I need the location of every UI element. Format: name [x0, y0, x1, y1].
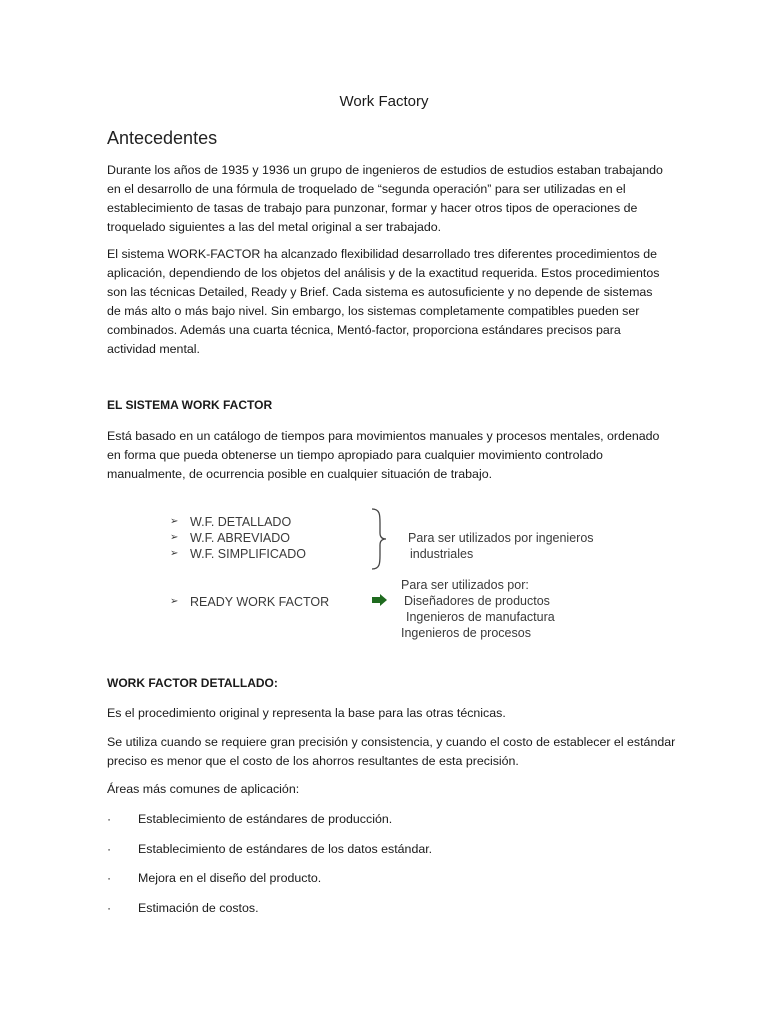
bullet-dot: ·: [107, 900, 112, 915]
bullet-dot: ·: [107, 812, 112, 826]
group-2-text: Diseñadores de productos: [404, 594, 550, 608]
arrow-bullet-icon: ➢: [170, 532, 179, 543]
group-2-text: Ingenieros de manufactura: [406, 610, 555, 624]
document-title: Work Factory: [339, 93, 429, 110]
paragraph-work-factor-system: El sistema WORK-FACTOR ha alcanzado flexibilidad desarrollado tres diferentes procedimientos de aplicación, dependiendo de los objetos del análisis y de la exactitud requerida. Estos procedimientos son las técnicas Detailed, Ready y Brief. Cada sistema es autosuficiente y no depende de sistemas de más alto o más bajo nivel. Sin embargo, los sistemas completamente compatibles pueden ser combinados. Además una cuarta técnica, Mentó-factor, proporciona estándares precisos para actividad mental.: [107, 247, 660, 356]
arrow-bullet-icon: ➢: [170, 516, 179, 527]
paragraph-background: Durante los años de 1935 y 1936 un grupo de ingenieros de estudios de estudios estaban trabajando en el desarrollo de una fórmula de troquelado de “segunda operación” para ser utilizadas en el establecimiento de tasas de trabajo para punzonar, formar y hacer otros tipos de operaciones de troquelado siguientes a las del metal original a ser trabajado.: [107, 163, 663, 234]
group-1-text: industriales: [410, 547, 474, 561]
list-item: · Mejora en el diseño del producto.: [107, 869, 667, 899]
section-heading: Antecedentes: [107, 128, 218, 148]
group-2-text: Ingenieros de procesos: [401, 626, 531, 640]
paragraph-catalog: Está basado en un catálogo de tiempos para movimientos manuales y procesos mentales, ordenado en forma que pueda obtenerse un tiempo apropiado para cualquier movimiento controlado manualmente, de ocurrencia posible en cualquier situación de trabajo.: [107, 429, 660, 481]
paragraph-original-procedure: Es el procedimiento original y representa la base para las otras técnicas.: [107, 706, 506, 720]
list-item: · Estimación de costos.: [107, 899, 667, 929]
group-2-text: Para ser utilizados por:: [401, 578, 529, 592]
list-item: · Establecimiento de estándares de producción.: [107, 810, 667, 840]
work-factor-diagram: ➢ W.F. DETALLADO ➢ W.F. ABREVIADO ➢ W.F. SIMPLIFICADO ➢ READY WORK FACTOR Para ser utilizados por ingenieros industriales Para ser utilizados por: Diseñadores de productos Ingenieros de manufactura Ingenieros de procesos: [150, 505, 610, 650]
heading-sistema-work-factor: EL SISTEMA WORK FACTOR: [107, 398, 273, 412]
arrow-bullet-icon: ➢: [170, 548, 179, 559]
paragraph-application-areas: Áreas más comunes de aplicación:: [107, 782, 300, 796]
application-list: [107, 810, 667, 928]
list-item: · Establecimiento de estándares de los datos estándar.: [107, 840, 667, 870]
group-1-text: Para ser utilizados por ingenieros: [408, 531, 594, 545]
green-arrow-icon: [372, 594, 388, 606]
paragraph-precision: Se utiliza cuando se requiere gran precisión y consistencia, y cuando el costo de establecer el estándar preciso es menor que el costo de los ahorros resultantes de esta precisión.: [107, 735, 676, 768]
heading-work-factor-detallado: WORK FACTOR DETALLADO:: [107, 676, 278, 690]
bullet-dot: ·: [107, 871, 112, 885]
arrow-bullet-icon: ➢: [170, 596, 179, 607]
curly-brace-icon: [368, 507, 388, 571]
bullet-dot: ·: [107, 841, 112, 856]
